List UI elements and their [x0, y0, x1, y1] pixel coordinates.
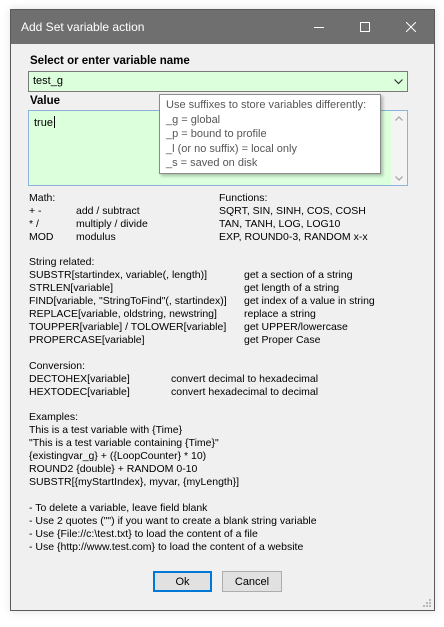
string-desc: get index of a value in string [244, 295, 375, 307]
string-fn: STRLEN[variable] [29, 282, 114, 294]
tooltip-line: _s = saved on disk [166, 157, 258, 169]
scroll-up-icon [395, 116, 403, 121]
value-text: true [34, 117, 53, 129]
math-op: + - [29, 205, 42, 217]
string-heading: String related: [29, 256, 95, 268]
maximize-icon [360, 22, 370, 32]
note-line: - Use 2 quotes ("") if you want to create a blank string variable [29, 515, 317, 527]
string-fn: TOUPPER[variable] / TOLOWER[variable] [29, 321, 227, 333]
functions-heading: Functions: [219, 192, 268, 204]
conversion-fn: HEXTODEC[variable] [29, 386, 130, 398]
math-desc: multiply / divide [76, 218, 148, 230]
conversion-desc: convert decimal to hexadecimal [171, 373, 319, 385]
note-line: - Use {http://www.test.com} to load the content of a website [29, 541, 304, 553]
variable-name-combobox[interactable] [28, 71, 408, 92]
function-line: TAN, TANH, LOG, LOG10 [219, 218, 341, 230]
scroll-down-icon [395, 176, 403, 181]
conversion-desc: convert hexadecimal to decimal [171, 386, 319, 398]
example-line: ROUND2 {double} + RANDOM 0-10 [29, 463, 198, 475]
tooltip-line: _l (or no suffix) = local only [166, 142, 297, 155]
example-line: SUBSTR[{myStartIndex}, myvar, {myLength}] [29, 476, 240, 488]
string-desc: replace a string [244, 308, 316, 320]
resize-grip-icon[interactable] [422, 598, 432, 608]
maximize-button[interactable] [342, 10, 388, 44]
tooltip-line: _p = bound to profile [166, 128, 267, 140]
string-desc: get length of a string [244, 282, 340, 294]
tooltip-line: Use suffixes to store variables differently: [166, 99, 367, 111]
title-bar[interactable] [11, 10, 434, 44]
note-line: - To delete a variable, leave field blank [29, 502, 208, 514]
scroll-up-button[interactable] [391, 111, 407, 125]
variable-name-label: Select or enter variable name [30, 55, 190, 67]
dialog-window [10, 9, 435, 611]
ok-button[interactable]: Ok [153, 571, 212, 592]
examples-heading: Examples: [29, 411, 79, 423]
math-op: * / [29, 218, 39, 230]
close-icon [406, 22, 416, 32]
cancel-button[interactable]: Cancel [222, 571, 282, 592]
combobox-dropdown-button[interactable] [390, 72, 407, 91]
value-scrollbar[interactable] [391, 111, 407, 185]
string-fn: PROPERCASE[variable] [29, 334, 145, 346]
scroll-down-button[interactable] [391, 171, 407, 185]
tooltip-line: _g = global [166, 113, 221, 126]
math-op: MOD [29, 231, 54, 243]
suffix-tooltip [159, 94, 381, 174]
value-label: Value [30, 95, 61, 107]
minimize-icon [314, 22, 324, 32]
example-line: "This is a test variable containing {Time}" [29, 437, 219, 449]
chevron-down-icon [394, 79, 403, 85]
close-button[interactable] [388, 10, 434, 44]
string-desc: get a section of a string [244, 269, 353, 281]
string-desc: get UPPER/lowercase [244, 321, 348, 333]
math-heading: Math: [29, 192, 56, 204]
string-fn: REPLACE[variable, oldstring, newstring] [29, 308, 217, 320]
conversion-heading: Conversion: [29, 360, 86, 372]
function-line: SQRT, SIN, SINH, COS, COSH [219, 205, 366, 217]
conversion-fn: DECTOHEX[variable] [29, 373, 130, 385]
example-line: {existingvar_g} + ({LoopCounter} * 10) [29, 450, 207, 462]
variable-name-value: test_g [33, 75, 63, 87]
example-line: This is a test variable with {Time} [29, 424, 183, 436]
math-desc: add / subtract [76, 205, 140, 217]
function-line: EXP, ROUND0-3, RANDOM x-x [219, 231, 368, 243]
string-fn: FIND[variable, "StringToFind"(, startindex)] [29, 295, 227, 307]
string-fn: SUBSTR[startindex, variable(, length)] [29, 269, 207, 281]
minimize-button[interactable] [296, 10, 342, 44]
math-desc: modulus [76, 231, 116, 243]
window-title: Add Set variable action [21, 20, 145, 34]
string-desc: get Proper Case [244, 334, 321, 346]
note-line: - Use {File://c:\test.txt} to load the content of a file [29, 528, 258, 540]
